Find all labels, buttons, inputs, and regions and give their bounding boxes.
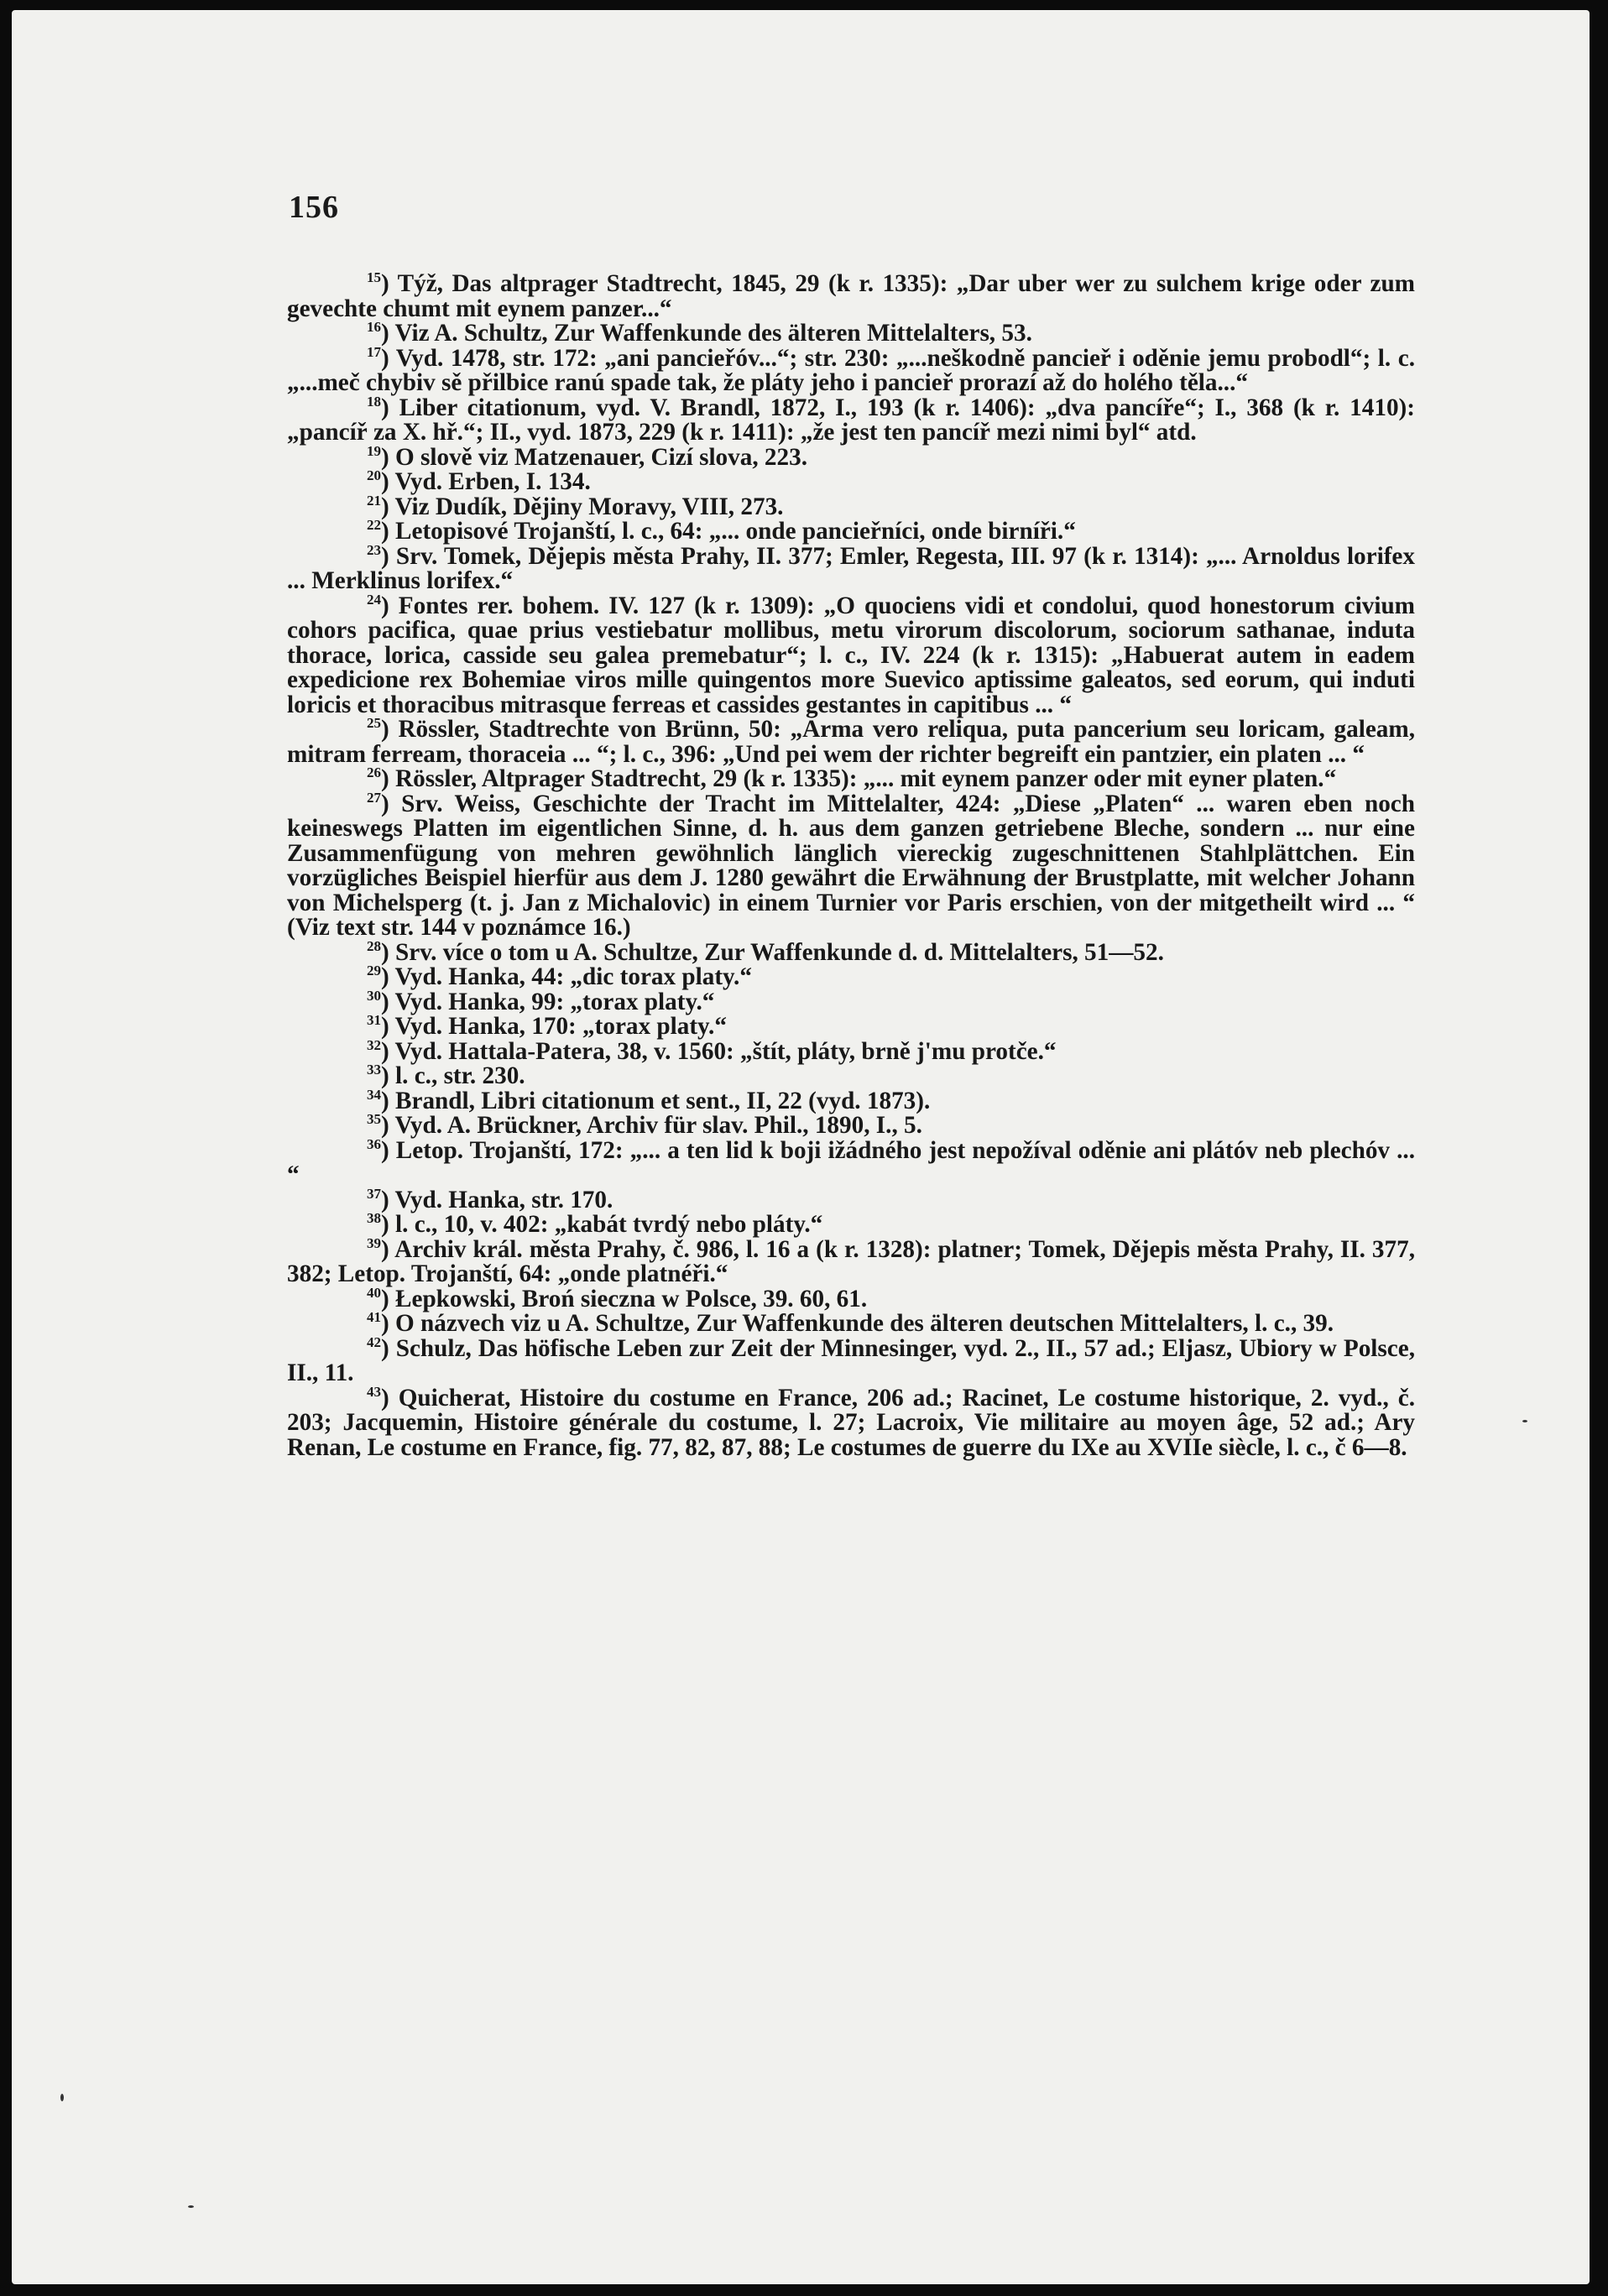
footnote-text: ) Liber citationum, vyd. V. Brandl, 1872, I., 193 (k r. 1406): „dva pancíře“; I., 368 (k r. 1410): „pancíř za X. hř.“; II., vyd. 1873, 229 (k r. 1411): „že jest ten pancíř mezi nimi byl“ atd. xyxy=(287,394,1415,446)
footnote-number: 21 xyxy=(367,492,381,509)
footnote-number: 26 xyxy=(367,764,381,780)
footnote xyxy=(287,1309,1415,1337)
footnote xyxy=(287,1135,1415,1188)
footnote-number: 35 xyxy=(367,1111,381,1127)
footnote-text: ) Archiv král. města Prahy, č. 986, l. 16 a (k r. 1328): platner; Tomek, Dějepis města Prahy, II. 377, 382; Letop. Trojanští, 64: „onde platnéři.“ xyxy=(287,1235,1415,1287)
footnote xyxy=(287,764,1415,792)
footnote-text: ) Letop. Trojanští, 172: „... a ten lid k boji ižádného jest nepožíval oděnie ani plátóv neb plechóv ... “ xyxy=(287,1136,1415,1188)
scan-speck xyxy=(60,2094,64,2101)
footnote-text: ) Quicherat, Histoire du costume en France, 206 ad.; Racinet, Le costume historique, 2. vyd., č. 203; Jacquemin, Histoire générale du costume, l. 27; Lacroix, Vie militaire au moyen âge, 52 ad.; Ary Renan, Le costume en France, fig. 77, 82, 87, 88; Le costumes de guerre du IXe au XVIIe siècle, l. c., č 6—8. xyxy=(287,1384,1415,1461)
footnote-text: ) O slově viz Matzenauer, Cizí slova, 223. xyxy=(381,443,808,471)
footnote-text: ) Schulz, Das höfische Leben zur Zeit der Minnesinger, vyd. 2., II., 57 ad.; Eljasz, Ubiory w Polsce, II., 11. xyxy=(287,1334,1415,1386)
footnote-text: ) Srv. Tomek, Dějepis města Prahy, II. 377; Emler, Regesta, III. 97 (k r. 1314): „... Arnoldus lorifex ... Merklinus lorifex.“ xyxy=(287,542,1415,594)
footnote xyxy=(287,789,1415,941)
footnote-text: ) Vyd. Hanka, 44: „dic torax platy.“ xyxy=(381,963,752,990)
footnote-number: 40 xyxy=(367,1284,381,1301)
footnote-number: 32 xyxy=(367,1036,381,1053)
footnote xyxy=(287,1086,1415,1114)
footnote-number: 37 xyxy=(367,1185,381,1202)
footnote-number: 20 xyxy=(367,467,381,483)
footnote xyxy=(287,1284,1415,1312)
footnote xyxy=(287,1012,1415,1040)
footnote-text: ) Vyd. Hanka, 99: „torax platy.“ xyxy=(381,988,715,1015)
footnote-text: ) Týž, Das altprager Stadtrecht, 1845, 29 (k r. 1335): „Dar uber wer zu sulchem krige oder zum gevechte chumt mit eynem panzer...“ xyxy=(287,270,1415,322)
page-number: 156 xyxy=(289,190,339,225)
footnote-text: ) Vyd. Erben, I. 134. xyxy=(381,468,591,495)
footnote xyxy=(287,492,1415,520)
footnote xyxy=(287,343,1415,396)
footnote-number: 38 xyxy=(367,1210,381,1226)
footnote-number: 36 xyxy=(367,1135,381,1152)
scan-speck xyxy=(1522,1420,1527,1422)
footnote-text: ) l. c., str. 230. xyxy=(381,1062,525,1089)
footnote-text: ) Vyd. Hattala-Patera, 38, v. 1560: „štít, pláty, brně j'mu protče.“ xyxy=(381,1037,1057,1065)
footnote xyxy=(287,442,1415,471)
footnote-number: 29 xyxy=(367,963,381,978)
footnote xyxy=(287,269,1415,322)
footnotes xyxy=(287,269,1415,1461)
footnote xyxy=(287,1064,1415,1089)
footnote xyxy=(287,965,1415,990)
footnote-text: ) Fontes rer. bohem. IV. 127 (k r. 1309): „O quociens vidi et condolui, quod honestorum civium cohors pacifica, quae prius vestiebatur mollibus, metu virorum discolorum, sociorum sathanae, induta thorace, lorica, casside seu galea premebatur“; l. c., IV. 224 (k r. 1315): „Habuerat autem in eadem expedicione rex Bohemiae viros mille quingentos more Suevico aptissime galeatos, sed eorum, qui induti loricis et thoracibus mitrasque ferreas et cassides gestantes in capitibus ... “ xyxy=(287,592,1415,718)
footnote-number: 15 xyxy=(367,269,381,285)
scan-speck xyxy=(188,2205,194,2208)
footnote-text: ) O názvech viz u A. Schultze, Zur Waffenkunde des älteren deutschen Mittelalters, l. c., 39. xyxy=(381,1310,1334,1337)
footnote-number: 41 xyxy=(367,1309,381,1325)
footnote-text: ) Vyd. Hanka, str. 170. xyxy=(381,1186,613,1213)
footnote-text: ) Brandl, Libri citationum et sent., II, 22 (vyd. 1873). xyxy=(381,1087,931,1114)
scanned-page xyxy=(12,10,1590,2284)
footnote xyxy=(287,1210,1415,1238)
footnote-text: ) Rössler, Altprager Stadtrecht, 29 (k r. 1335): „... mit eynem panzer oder mit eyner platen.“ xyxy=(381,765,1337,792)
footnote xyxy=(287,393,1415,446)
footnote-text: ) l. c., 10, v. 402: „kabát tvrdý nebo pláty.“ xyxy=(381,1211,823,1238)
footnote-number: 19 xyxy=(367,442,381,459)
footnote-number: 23 xyxy=(367,541,381,558)
footnote-number: 17 xyxy=(367,343,381,360)
footnote-text: ) Srv. Weiss, Geschichte der Tracht im Mittelalter, 424: „Diese „Platen“ ... waren eben noch keineswegs Platten im eigentlichen Sinne, d. h. aus dem ganzen getriebene Bleche, sondern ... nur eine Zusammenfügung von mehren gewöhnlich länglich viereckig zugeschnittenen Stahlplättchen. Ein vorzügliches Beispiel hierfür aus dem J. 1280 gewährt die Erwähnung der Brustplatte, mit welcher Johann von Michelsperg (t. j. Jan z Michalovic) in einem Turnier vor Paris erschien, von der mitgetheilt wird ... “ (Viz text str. 144 v poznámce 16.) xyxy=(287,790,1415,941)
footnote-number: 33 xyxy=(367,1062,381,1078)
footnote-number: 18 xyxy=(367,393,381,410)
footnote-number: 24 xyxy=(367,591,381,608)
footnote xyxy=(287,321,1415,347)
footnote-text: ) Viz Dudík, Dějiny Moravy, VIII, 273. xyxy=(381,493,784,520)
footnote xyxy=(287,987,1415,1015)
footnote-number: 39 xyxy=(367,1234,381,1251)
footnote xyxy=(287,715,1415,768)
footnote-text: ) Vyd. Hanka, 170: „torax platy.“ xyxy=(381,1013,727,1040)
footnote-number: 31 xyxy=(367,1012,381,1028)
footnote-number: 22 xyxy=(367,517,381,533)
footnote-text: ) Rössler, Stadtrechte von Brünn, 50: „Arma vero reliqua, puta pancerium seu loricam, galeam, mitram ferream, thoraceia ... “; l. c., 396: „Und pei wem der richter begreift ein pantzier, ein platen ... “ xyxy=(287,716,1415,768)
footnote xyxy=(287,1333,1415,1386)
footnote xyxy=(287,591,1415,718)
footnote-text: ) Letopisové Trojanští, l. c., 64: „... onde pancieřníci, onde birníři.“ xyxy=(381,518,1076,545)
footnote-number: 30 xyxy=(367,987,381,1004)
footnote-number: 16 xyxy=(367,319,381,335)
footnote xyxy=(287,1036,1415,1065)
footnote xyxy=(287,1185,1415,1213)
footnote-number: 28 xyxy=(367,937,381,954)
footnote xyxy=(287,541,1415,594)
footnote-number: 42 xyxy=(367,1333,381,1350)
footnote-number: 25 xyxy=(367,715,381,731)
footnote xyxy=(287,467,1415,495)
footnote-text: ) Srv. více o tom u A. Schultze, Zur Waffenkunde d. d. Mittelalters, 51—52. xyxy=(381,938,1164,966)
footnote xyxy=(287,937,1415,966)
footnote-text: ) Viz A. Schultz, Zur Waffenkunde des älteren Mittelalters, 53. xyxy=(381,320,1032,347)
footnote-number: 27 xyxy=(367,789,381,806)
footnote-number: 34 xyxy=(367,1086,381,1103)
footnote-text: ) Vyd. A. Brückner, Archiv für slav. Phil., 1890, I., 5. xyxy=(381,1112,922,1139)
footnote-number: 43 xyxy=(367,1383,381,1400)
footnote-text: ) Vyd. 1478, str. 172: „ani pancieřóv...“; str. 230: „...neškodně pancieř i oděnie jemu probodl“; l. c. „...meč chybiv sě přilbice ranú spade tak, že pláty jeho i pancieř prorazí až do holého těla...“ xyxy=(287,344,1415,396)
footnote xyxy=(287,1111,1415,1139)
footnote xyxy=(287,519,1415,545)
footnote xyxy=(287,1234,1415,1287)
footnote xyxy=(287,1383,1415,1461)
footnote-text: ) Łepkowski, Broń sieczna w Polsce, 39. 60, 61. xyxy=(381,1285,868,1312)
